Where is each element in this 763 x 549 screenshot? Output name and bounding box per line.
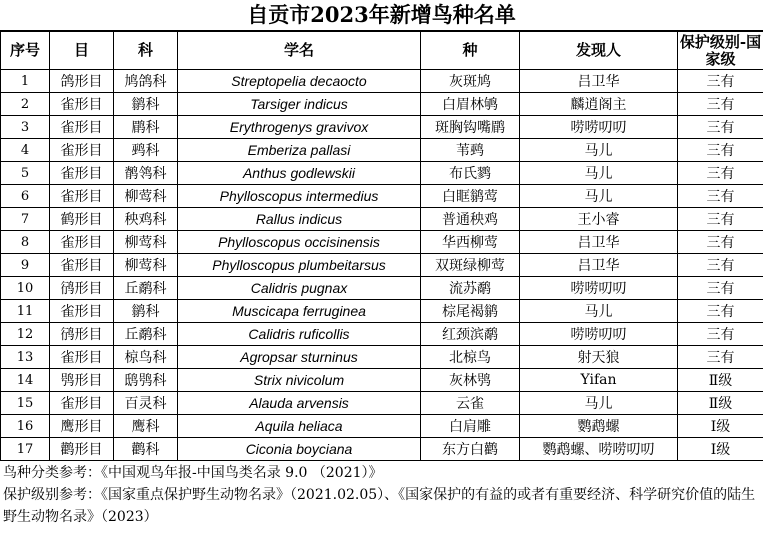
cell-discoverer: Yifan xyxy=(520,369,678,392)
cell-order: 雀形目 xyxy=(50,231,114,254)
cell-index: 12 xyxy=(1,323,50,346)
cell-order: 鸻形目 xyxy=(50,277,114,300)
cell-index: 2 xyxy=(1,93,50,116)
cell-index: 4 xyxy=(1,139,50,162)
cell-discoverer: 唠唠叨叨 xyxy=(520,116,678,139)
cell-species: 红颈滨鹬 xyxy=(421,323,520,346)
cell-discoverer: 唠唠叨叨 xyxy=(520,277,678,300)
cell-protection-level: 三有 xyxy=(678,162,763,185)
table-row xyxy=(1,231,763,254)
cell-family: 鸱鸮科 xyxy=(114,369,178,392)
header-index: 序号 xyxy=(1,32,50,70)
cell-species: 普通秧鸡 xyxy=(421,208,520,231)
cell-order: 鸽形目 xyxy=(50,70,114,93)
cell-protection-level: 三有 xyxy=(678,139,763,162)
table-row xyxy=(1,208,763,231)
cell-protection-level: 三有 xyxy=(678,116,763,139)
cell-scientific-name: Calidris ruficollis xyxy=(178,323,421,346)
table-row xyxy=(1,438,763,461)
cell-scientific-name: Ciconia boyciana xyxy=(178,438,421,461)
cell-discoverer: 吕卫华 xyxy=(520,70,678,93)
cell-family: 丘鹬科 xyxy=(114,323,178,346)
cell-species: 东方白鹳 xyxy=(421,438,520,461)
cell-index: 1 xyxy=(1,70,50,93)
cell-family: 鹛科 xyxy=(114,116,178,139)
cell-order: 雀形目 xyxy=(50,392,114,415)
table-header-row xyxy=(1,32,763,70)
table-row xyxy=(1,277,763,300)
cell-protection-level: 三有 xyxy=(678,323,763,346)
cell-index: 6 xyxy=(1,185,50,208)
cell-scientific-name: Strix nivicolum xyxy=(178,369,421,392)
cell-protection-level: 三有 xyxy=(678,208,763,231)
table-row xyxy=(1,254,763,277)
classification-reference-note: 鸟种分类参考：《中国观鸟年报-中国鸟类名录 9.0 （2021）》 xyxy=(3,465,383,481)
cell-protection-level: I级 xyxy=(678,438,763,461)
cell-scientific-name: Rallus indicus xyxy=(178,208,421,231)
cell-species: 斑胸钩嘴鹛 xyxy=(421,116,520,139)
protection-reference-note: 保护级别参考：《国家重点保护野生动物名录》（2021.02.05）、《国家保护的有益的或者有重要经济、科学研究价值的陆生野生动物名录》（2023） xyxy=(3,487,756,525)
cell-scientific-name: Anthus godlewskii xyxy=(178,162,421,185)
cell-discoverer: 王小睿 xyxy=(520,208,678,231)
cell-scientific-name: Emberiza pallasi xyxy=(178,139,421,162)
cell-index: 16 xyxy=(1,415,50,438)
cell-index: 7 xyxy=(1,208,50,231)
cell-species: 棕尾褐鹟 xyxy=(421,300,520,323)
cell-discoverer: 鹦鹉螺 xyxy=(520,415,678,438)
cell-family: 柳莺科 xyxy=(114,231,178,254)
cell-index: 13 xyxy=(1,346,50,369)
cell-family: 鸠鸽科 xyxy=(114,70,178,93)
cell-protection-level: 三有 xyxy=(678,185,763,208)
cell-scientific-name: Phylloscopus occisinensis xyxy=(178,231,421,254)
cell-species: 白眶鹟莺 xyxy=(421,185,520,208)
cell-species: 白眉林鸲 xyxy=(421,93,520,116)
cell-species: 流苏鹬 xyxy=(421,277,520,300)
cell-order: 鸻形目 xyxy=(50,323,114,346)
cell-index: 15 xyxy=(1,392,50,415)
cell-protection-level: I级 xyxy=(678,415,763,438)
cell-order: 雀形目 xyxy=(50,185,114,208)
cell-discoverer: 吕卫华 xyxy=(520,231,678,254)
cell-scientific-name: Phylloscopus plumbeitarsus xyxy=(178,254,421,277)
cell-family: 鹟科 xyxy=(114,93,178,116)
cell-scientific-name: Erythrogenys gravivox xyxy=(178,116,421,139)
cell-protection-level: 三有 xyxy=(678,277,763,300)
header-protection-level: 保护级别-国家级 xyxy=(678,32,763,70)
cell-scientific-name: Aquila heliaca xyxy=(178,415,421,438)
cell-species: 灰斑鸠 xyxy=(421,70,520,93)
cell-discoverer: 马儿 xyxy=(520,185,678,208)
cell-protection-level: 三有 xyxy=(678,346,763,369)
cell-species: 苇鹀 xyxy=(421,139,520,162)
cell-family: 鹳科 xyxy=(114,438,178,461)
cell-index: 17 xyxy=(1,438,50,461)
cell-discoverer: 马儿 xyxy=(520,162,678,185)
cell-species: 灰林鸮 xyxy=(421,369,520,392)
table-body xyxy=(1,70,763,461)
cell-order: 雀形目 xyxy=(50,93,114,116)
cell-species: 北椋鸟 xyxy=(421,346,520,369)
cell-index: 8 xyxy=(1,231,50,254)
cell-scientific-name: Calidris pugnax xyxy=(178,277,421,300)
cell-scientific-name: Agropsar sturninus xyxy=(178,346,421,369)
table-row xyxy=(1,415,763,438)
cell-protection-level: 三有 xyxy=(678,254,763,277)
cell-index: 5 xyxy=(1,162,50,185)
cell-order: 雀形目 xyxy=(50,300,114,323)
cell-discoverer: 唠唠叨叨 xyxy=(520,323,678,346)
cell-order: 鹳形目 xyxy=(50,438,114,461)
cell-family: 柳莺科 xyxy=(114,254,178,277)
cell-scientific-name: Phylloscopus intermedius xyxy=(178,185,421,208)
table-row xyxy=(1,185,763,208)
cell-family: 鹰科 xyxy=(114,415,178,438)
cell-order: 雀形目 xyxy=(50,254,114,277)
table-row xyxy=(1,70,763,93)
cell-discoverer: 马儿 xyxy=(520,139,678,162)
cell-protection-level: 三有 xyxy=(678,231,763,254)
cell-species: 布氏鹨 xyxy=(421,162,520,185)
page-title: 自贡市2023年新增鸟种名单 xyxy=(0,0,763,31)
table-row xyxy=(1,300,763,323)
cell-family: 秧鸡科 xyxy=(114,208,178,231)
cell-order: 雀形目 xyxy=(50,116,114,139)
table-row xyxy=(1,369,763,392)
cell-discoverer: 射天狼 xyxy=(520,346,678,369)
cell-family: 鹀科 xyxy=(114,139,178,162)
cell-index: 3 xyxy=(1,116,50,139)
cell-family: 椋鸟科 xyxy=(114,346,178,369)
table-row xyxy=(1,162,763,185)
cell-protection-level: Ⅱ级 xyxy=(678,392,763,415)
cell-discoverer: 麟逍阁主 xyxy=(520,93,678,116)
species-table xyxy=(0,31,763,461)
cell-family: 鹟科 xyxy=(114,300,178,323)
cell-protection-level: Ⅱ级 xyxy=(678,369,763,392)
cell-protection-level: 三有 xyxy=(678,70,763,93)
header-species: 种 xyxy=(421,32,520,70)
cell-scientific-name: Muscicapa ferruginea xyxy=(178,300,421,323)
cell-scientific-name: Alauda arvensis xyxy=(178,392,421,415)
cell-scientific-name: Streptopelia decaocto xyxy=(178,70,421,93)
cell-order: 雀形目 xyxy=(50,139,114,162)
header-scientific-name: 学名 xyxy=(178,32,421,70)
cell-family: 柳莺科 xyxy=(114,185,178,208)
cell-family: 丘鹬科 xyxy=(114,277,178,300)
cell-species: 白肩雕 xyxy=(421,415,520,438)
cell-protection-level: 三有 xyxy=(678,93,763,116)
table-row xyxy=(1,392,763,415)
cell-index: 14 xyxy=(1,369,50,392)
cell-discoverer: 马儿 xyxy=(520,392,678,415)
table-row xyxy=(1,93,763,116)
table-row xyxy=(1,323,763,346)
header-family: 科 xyxy=(114,32,178,70)
cell-order: 雀形目 xyxy=(50,346,114,369)
cell-discoverer: 鹦鹉螺、唠唠叨叨 xyxy=(520,438,678,461)
table-row xyxy=(1,139,763,162)
cell-scientific-name: Tarsiger indicus xyxy=(178,93,421,116)
table-row xyxy=(1,346,763,369)
table-row xyxy=(1,116,763,139)
cell-species: 云雀 xyxy=(421,392,520,415)
cell-index: 9 xyxy=(1,254,50,277)
cell-family: 百灵科 xyxy=(114,392,178,415)
cell-order: 鹰形目 xyxy=(50,415,114,438)
header-discoverer: 发现人 xyxy=(520,32,678,70)
cell-discoverer: 吕卫华 xyxy=(520,254,678,277)
cell-species: 华西柳莺 xyxy=(421,231,520,254)
cell-index: 10 xyxy=(1,277,50,300)
cell-order: 雀形目 xyxy=(50,162,114,185)
cell-index: 11 xyxy=(1,300,50,323)
cell-family: 鹡鸰科 xyxy=(114,162,178,185)
cell-species: 双斑绿柳莺 xyxy=(421,254,520,277)
cell-order: 鸮形目 xyxy=(50,369,114,392)
reference-notes xyxy=(0,461,763,528)
cell-order: 鹤形目 xyxy=(50,208,114,231)
header-order: 目 xyxy=(50,32,114,70)
cell-discoverer: 马儿 xyxy=(520,300,678,323)
cell-protection-level: 三有 xyxy=(678,300,763,323)
